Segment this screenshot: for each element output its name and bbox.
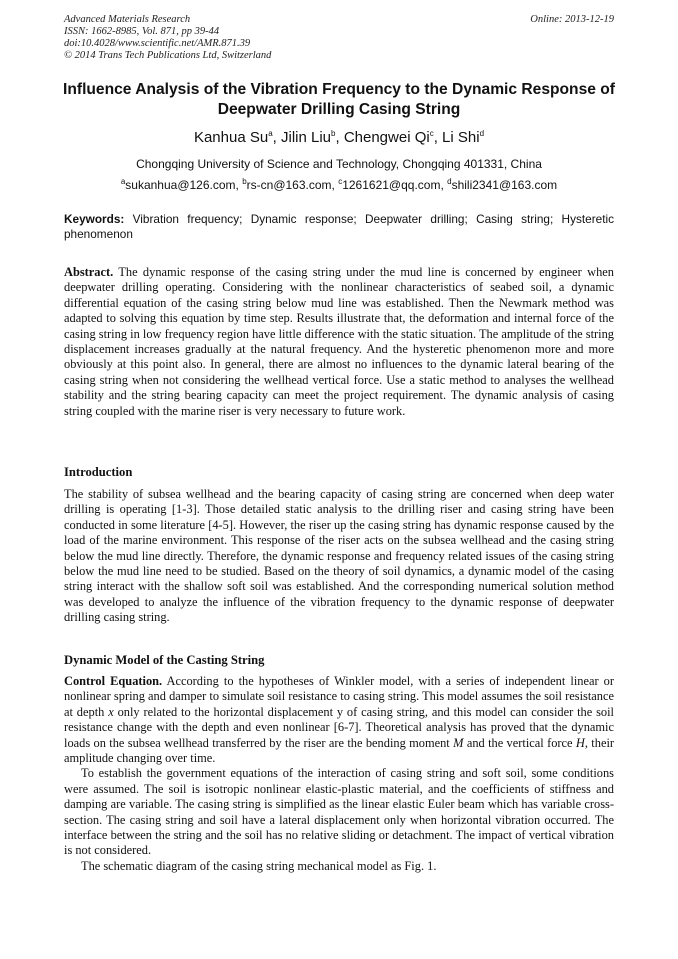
keywords (64, 212, 614, 242)
author-name: Chengwei Qi (343, 129, 430, 146)
email-link[interactable]: rs-cn@163.com (246, 178, 332, 192)
author-sup: d (479, 129, 485, 138)
introduction-heading: Introduction (64, 465, 133, 479)
journal-name: Advanced Materials Research (64, 14, 191, 25)
control-paragraph-1: Control Equation. According to the hypotheses of Winkler model, with a series of independent linear or nonlinear spring and damper to simulate soil resistance to casing string. This model assumes the soil resistance at depth x only related to the horizontal displacement y of casing string, and this model can consider the soil resistance change with the depth and even nonlinear [6-7]. Theoretical analysis has proved that the dynamic loads on the subsea wellhead transferred by the riser are the bending moment M and the vertical force H, their amplitude changing over time. (64, 674, 615, 766)
copyright-line: © 2014 Trans Tech Publications Ltd, Switzerland (64, 50, 272, 61)
dynamic-model-heading: Dynamic Model of the Casting String (64, 653, 265, 667)
control-paragraph-3: The schematic diagram of the casing string mechanical model as Fig. 1. (81, 858, 437, 873)
email-list: $^a$sukanhua@126.com, $^b$rs-cn@163.com, $^c$1261621@qq.com, $^d$shili2341@163.com (120, 177, 558, 192)
introduction-text: The stability of subsea wellhead and the bearing capacity of casing string are concerned when deep water drilling is operating [1-3]. Those detailed static analysis to the drilling riser and casing string have been conducted in some literature [4-5]. However, the riser up the casing string has dynamic response caused by the load of the marine environment. This response of the riser acts on the subsea wellhead and the casing string below the mud line directly. Therefore, the dynamic response and frequency related issues of the casing string below the mud line need to be studied. Based on the theory of soil dynamics, a dynamic model of the casing string interact with the shallow soft soil was established. And the corresponding numerical solution method was developed to analyze the influence of the vibration frequency to the dynamic response of deepwater drilling casing string. (64, 487, 614, 625)
author-name: Li Shi (442, 129, 480, 146)
email-link[interactable]: shili2341@163.com (451, 178, 558, 192)
control-equation-section (64, 674, 614, 874)
author-sup: b (331, 129, 336, 138)
keywords-label: Keywords: (64, 212, 125, 226)
keywords-text: Vibration frequency; Dynamic response; Deepwater drilling; Casing string; Hysteretic phenomenon (64, 212, 614, 241)
abstract-label: Abstract. (64, 265, 114, 279)
journal-header (64, 14, 271, 62)
issn-line: ISSN: 1662-8985, Vol. 871, pp 39-44 (64, 26, 220, 37)
author-sup: a (268, 129, 273, 138)
email-link[interactable]: 1261621@qq.com (342, 178, 441, 192)
abstract-text: The dynamic response of the casing string under the mud line is concerned by engineer when deepwater drilling operating. Considering with the nonlinear characteristics of seabed soil, a dynamic differential equation of the casing string below mud line was established. Then the Newmark method was adapted to solving this equation by time step. Results illustrate that, the deformation and internal force of the casing string in low frequency region have little difference with the static situation. The amplitude of the string displacement increases gradually at the natural frequency. And the hysteretic phenomenon more and more obviously at this point also. In general, there are almost no influences to the dynamic lateral bearing of the casing string when not considering the wellhead vertical force. Use a static method to analyses the wellhead stability and the string bearing capacity can meet the project requirement. The dynamic analysis of casing string coupled with the marine riser is very necessary to future work. (64, 265, 614, 418)
abstract (64, 265, 614, 419)
author-name: Jilin Liu (280, 129, 332, 146)
author-name: Kanhua Su (193, 129, 269, 146)
paper-title: Influence Analysis of the Vibration Frequency to the Dynamic Response of Deepwater Drilling Casing String (63, 81, 615, 118)
online-date: Online: 2013-12-19 (530, 14, 614, 25)
author-list: Kanhua Su$^a$, Jilin Liu$^b$, Chengwei Qi$^c$, Li Shi$^d$ (193, 129, 485, 146)
email-link[interactable]: sukanhua@126.com (125, 178, 236, 192)
control-label: Control Equation. (64, 674, 163, 688)
doi-line: doi:10.4028/www.scientific.net/AMR.871.39 (64, 38, 251, 49)
affiliation: Chongqing University of Science and Technology, Chongqing 401331, China (136, 157, 542, 171)
control-paragraph-2: To establish the government equations of the interaction of casing string and soft soil, some conditions were assumed. The soil is isotropic nonlinear elastic-plastic material, and the coefficients of stiffness and damping are variable. The casing string is simplified as the linear elastic Euler beam which has variable cross-section. The casing string and soil have a lateral displacement only when horizontal vibration occurred. The interface between the string and the soil has no relative sliding or detachment. The impact of vertical vibration is not considered. (64, 766, 614, 858)
author-sup: c (429, 129, 434, 138)
